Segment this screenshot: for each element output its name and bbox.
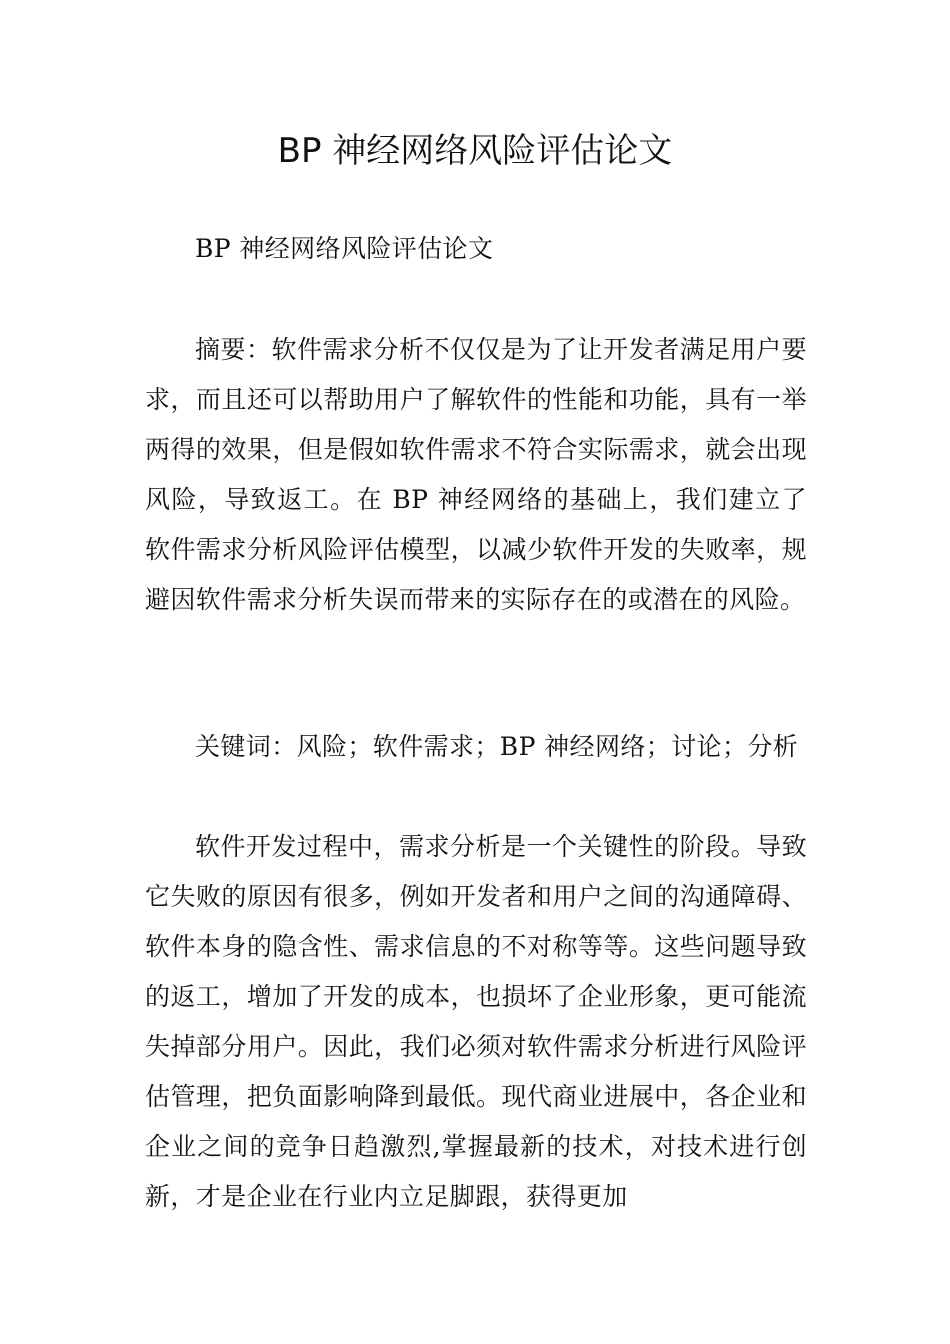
document-title: BP 神经网络风险评估论文 [277, 131, 673, 171]
abstract-paragraph: 摘要：软件需求分析不仅仅是为了让开发者满足用户要求，而且还可以帮助用户了解软件的性能和功能，具有一举两得的效果，但是假如软件需求不符合实际需求，就会出现风险，导致返工。在 BP 神经网络的基础上，我们建立了软件需求分析风险评估模型，以减少软件开发的失败率，规避因软件需求分析失误而带来的实际存在的或潜在的风险。 [145, 335, 807, 614]
keywords-paragraph: 关键词：风险；软件需求；BP 神经网络；讨论；分析 [195, 732, 799, 761]
document-subtitle: BP 神经网络风险评估论文 [195, 234, 494, 263]
intro-paragraph: 软件开发过程中，需求分析是一个关键性的阶段。导致它失败的原因有很多，例如开发者和用户之间的沟通障碍、软件本身的隐含性、需求信息的不对称等等。这些问题导致的返工，增加了开发的成本，也损坏了企业形象，更可能流失掉部分用户。因此，我们必须对软件需求分析进行风险评估管理，把负面影响降到最低。现代商业进展中，各企业和企业之间的竞争日趋激烈,掌握最新的技术，对技术进行创新，才是企业在行业内立足脚跟，获得更加 [145, 832, 807, 1211]
